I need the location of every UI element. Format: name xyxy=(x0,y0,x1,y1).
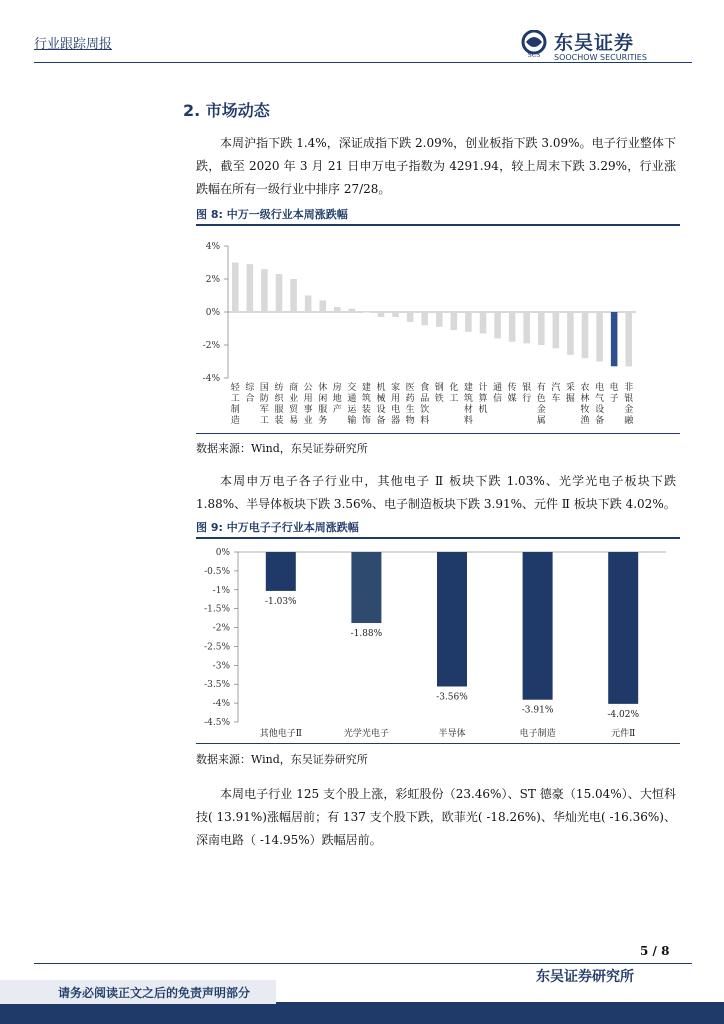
bar xyxy=(266,552,296,591)
x-tick-label: 设 xyxy=(376,405,386,415)
x-tick-label: 采 xyxy=(565,383,575,393)
x-tick-label: 医 xyxy=(405,383,415,393)
x-tick-label: 备 xyxy=(376,416,386,426)
figure8-title: 图 8: 中万一级行业本周涨跌幅 xyxy=(196,208,348,221)
x-tick-label: 贸 xyxy=(289,405,299,415)
x-tick-label: 织 xyxy=(274,394,284,404)
x-tick-label: 合 xyxy=(245,394,255,404)
y-tick-label: -0.5% xyxy=(204,566,230,577)
x-tick-label: 品 xyxy=(420,394,430,404)
x-tick-label: 备 xyxy=(595,416,605,426)
bar xyxy=(276,274,283,312)
x-tick-label: 电子制造 xyxy=(519,729,556,739)
x-tick-label: 传 xyxy=(507,383,517,393)
figure9-chart xyxy=(196,540,680,744)
x-tick-label: 铁 xyxy=(434,394,444,404)
y-tick-label: -2.5% xyxy=(204,642,230,653)
bar xyxy=(319,300,326,312)
x-tick-label: 业 xyxy=(289,394,299,404)
x-tick-label: 纺 xyxy=(274,383,284,393)
y-tick-label: 4% xyxy=(205,242,220,252)
x-tick-label: 业 xyxy=(303,416,313,426)
x-tick-label: 食 xyxy=(420,383,430,393)
x-tick-label: 器 xyxy=(391,416,401,426)
x-tick-label: 光学光电子 xyxy=(343,729,389,739)
logo-mark-text: SCS xyxy=(527,52,541,58)
x-tick-label: 饮 xyxy=(420,405,430,415)
bar xyxy=(523,312,530,343)
figure9-title: 图 9: 中万电子子行业本周涨跌幅 xyxy=(196,521,359,534)
paragraph-market xyxy=(196,132,676,201)
bar xyxy=(608,552,638,704)
figure8-chart xyxy=(196,228,680,434)
bar xyxy=(625,312,632,366)
header-divider xyxy=(34,62,692,63)
x-tick-label: 休 xyxy=(318,383,328,393)
x-tick-label: 钢 xyxy=(434,383,444,393)
figure8-source: 数据来源：Wind，东吴证券研究所 xyxy=(196,442,368,455)
x-tick-label: 建 xyxy=(463,383,473,393)
x-tick-label: 装 xyxy=(361,405,371,415)
bar xyxy=(480,312,487,333)
x-tick-label: 工 xyxy=(230,394,240,404)
bar xyxy=(437,552,467,686)
x-tick-label: 其他电子Ⅱ xyxy=(259,729,302,739)
x-tick-label: 行 xyxy=(522,394,532,404)
bar xyxy=(378,312,385,317)
x-tick-label: 务 xyxy=(318,416,328,426)
data-label: -3.56% xyxy=(436,692,468,703)
bar xyxy=(261,269,268,312)
y-tick-label: -4% xyxy=(212,699,230,710)
x-tick-label: 融 xyxy=(624,416,634,426)
x-tick-label: 牧 xyxy=(580,405,590,415)
bar xyxy=(351,552,381,623)
x-tick-label: 交 xyxy=(347,383,357,393)
data-label: -4.02% xyxy=(607,709,640,720)
x-tick-label: 输 xyxy=(347,416,357,426)
x-tick-label: 公 xyxy=(303,383,313,393)
x-tick-label: 地 xyxy=(332,394,342,404)
x-tick-label: 工 xyxy=(259,416,269,426)
x-tick-label: 建 xyxy=(361,383,371,393)
x-tick-label: 料 xyxy=(420,416,430,426)
bar xyxy=(363,312,370,313)
x-tick-label: 饰 xyxy=(361,416,371,426)
x-tick-label: 银 xyxy=(522,383,532,393)
bar xyxy=(232,263,239,313)
x-tick-label: 化 xyxy=(449,383,459,393)
bar xyxy=(407,312,414,322)
bar xyxy=(523,552,553,700)
x-tick-label: 物 xyxy=(405,416,415,426)
x-tick-label: 色 xyxy=(536,394,546,404)
x-tick-label: 家 xyxy=(391,383,401,393)
data-label: -3.91% xyxy=(521,705,554,716)
paragraph-stocks xyxy=(196,783,676,852)
bar xyxy=(247,264,254,312)
x-tick-label: 材 xyxy=(463,405,473,415)
x-tick-label: 计 xyxy=(478,383,488,393)
paragraph-stocks-text: 本周电子行业 125 支个股上涨，彩虹股份（23.46%）、ST 德豪（15.04%）、大恒科技( 13.91%)涨幅居前；有 137 支个股下跌，欧菲光( -18.26%)、华灿光电( -16.36%)、深南电路（ -14.95%）跌幅居前。 xyxy=(196,787,676,847)
x-tick-label: 制 xyxy=(230,405,240,415)
x-tick-label: 商 xyxy=(289,383,299,393)
paragraph-subsectors-text: 本周申万电子各子行业中，其他电子 Ⅱ 板块下跌 1.03%、光学光电子板块下跌 1.88%、半导体板块下跌 3.56%、电子制造板块下跌 3.91%、元件 Ⅱ 板块下跌 4.02%。 xyxy=(196,474,676,511)
x-tick-label: 信 xyxy=(493,394,503,404)
x-tick-label: 料 xyxy=(463,416,473,426)
disclaimer-box xyxy=(0,980,276,1004)
x-tick-label: 产 xyxy=(332,405,342,415)
x-tick-label: 闲 xyxy=(318,394,328,404)
data-label: -1.03% xyxy=(264,596,297,607)
x-tick-label: 渔 xyxy=(580,416,590,426)
logo-cn-text: 东吴证券 xyxy=(554,32,635,54)
x-tick-label: 国 xyxy=(259,383,269,393)
bar xyxy=(421,312,428,325)
x-tick-label: 电 xyxy=(595,383,605,393)
logo-en-text: SOOCHOW SECURITIES xyxy=(554,53,647,62)
x-tick-label: 通 xyxy=(493,383,503,393)
x-tick-label: 械 xyxy=(376,394,386,404)
page-number: 5 / 8 xyxy=(640,944,670,958)
disclaimer-text: 请务必阅读正文之后的免责声明部分 xyxy=(58,986,251,1000)
bar xyxy=(494,312,501,338)
bar xyxy=(290,279,297,312)
y-tick-label: 0% xyxy=(205,308,220,318)
bar xyxy=(611,312,618,366)
x-tick-label: 算 xyxy=(478,394,488,404)
bar xyxy=(538,312,545,345)
x-tick-label: 轻 xyxy=(230,383,240,393)
x-tick-label: 金 xyxy=(624,405,634,415)
x-tick-label: 军 xyxy=(259,405,269,415)
x-tick-label: 林 xyxy=(580,394,590,404)
bar xyxy=(567,312,574,355)
x-tick-label: 造 xyxy=(230,416,240,426)
x-tick-label: 房 xyxy=(332,383,342,393)
figure9-bottom-rule xyxy=(196,743,680,744)
y-tick-label: -3.5% xyxy=(204,680,230,691)
x-tick-label: 子 xyxy=(609,394,619,404)
x-tick-label: 生 xyxy=(405,405,415,415)
y-tick-label: -4% xyxy=(202,374,220,384)
x-tick-label: 元件Ⅱ xyxy=(611,729,636,739)
x-tick-label: 事 xyxy=(303,405,313,415)
x-tick-label: 服 xyxy=(274,405,284,415)
figure8-bottom-rule xyxy=(196,433,680,434)
y-tick-label: 0% xyxy=(215,548,230,558)
footer-bar xyxy=(0,1002,724,1024)
x-tick-label: 筑 xyxy=(463,394,473,404)
x-tick-label: 电 xyxy=(609,383,619,393)
x-tick-label: 用 xyxy=(303,394,313,404)
figure9-top-rule xyxy=(196,537,680,539)
x-tick-label: 用 xyxy=(391,394,401,404)
bar xyxy=(305,296,312,313)
x-tick-label: 通 xyxy=(347,394,357,404)
x-tick-label: 电 xyxy=(391,405,401,415)
bar xyxy=(334,307,341,312)
bar xyxy=(436,312,443,327)
x-tick-label: 半导体 xyxy=(438,729,466,739)
logo-mark-icon xyxy=(520,30,548,58)
x-tick-label: 车 xyxy=(551,394,561,404)
x-tick-label: 机 xyxy=(376,383,386,393)
bar xyxy=(451,312,458,330)
figure9-source: 数据来源：Wind，东吴证券研究所 xyxy=(196,753,368,766)
y-tick-label: -2% xyxy=(202,341,220,351)
x-tick-label: 气 xyxy=(595,394,605,404)
x-tick-label: 运 xyxy=(347,405,357,415)
x-tick-label: 属 xyxy=(536,416,546,426)
x-tick-label: 非 xyxy=(624,383,634,393)
x-tick-label: 农 xyxy=(580,383,590,393)
bar xyxy=(349,309,356,312)
x-tick-label: 金 xyxy=(536,405,546,415)
x-tick-label: 易 xyxy=(289,416,299,426)
x-tick-label: 银 xyxy=(624,394,634,404)
section-title: 2. 市场动态 xyxy=(183,101,270,120)
x-tick-label: 防 xyxy=(259,394,269,404)
x-tick-label: 机 xyxy=(478,405,488,415)
paragraph-market-text: 本周沪指下跌 1.4%，深证成指下跌 2.09%，创业板指下跌 3.09%。电子行业整体下跌，截至 2020 年 3 月 21 日申万电子指数为 4291.94，较上周末下跌 3.29%，行业涨跌幅在所有一级行业中排序 27/28。 xyxy=(196,136,676,196)
report-type-label: 行业跟踪周报 xyxy=(34,37,113,52)
footer-divider xyxy=(34,963,692,964)
x-tick-label: 筑 xyxy=(361,394,371,404)
x-tick-label: 设 xyxy=(595,405,605,415)
bar xyxy=(392,312,399,317)
bar xyxy=(509,312,516,342)
x-tick-label: 综 xyxy=(245,383,255,393)
x-tick-label: 媒 xyxy=(507,394,517,404)
bar xyxy=(465,312,472,332)
x-tick-label: 有 xyxy=(536,383,546,393)
x-tick-label: 服 xyxy=(318,405,328,415)
x-tick-label: 工 xyxy=(449,394,459,404)
data-label: -1.88% xyxy=(350,629,383,640)
bar xyxy=(582,312,589,358)
y-tick-label: -1.5% xyxy=(204,604,230,615)
x-tick-label: 药 xyxy=(405,394,415,404)
bar xyxy=(596,312,603,362)
y-tick-label: -4.5% xyxy=(204,718,230,728)
y-tick-label: 2% xyxy=(205,275,220,285)
institute-name: 东吴证券研究所 xyxy=(536,969,634,985)
x-tick-label: 掘 xyxy=(565,394,575,404)
x-tick-label: 装 xyxy=(274,416,284,426)
y-tick-label: -1% xyxy=(212,585,230,596)
x-tick-label: 汽 xyxy=(551,383,561,393)
y-tick-label: -2% xyxy=(212,623,230,634)
y-tick-label: -3% xyxy=(212,661,230,672)
bar xyxy=(553,312,560,348)
paragraph-subsectors xyxy=(196,470,676,516)
figure8-top-rule xyxy=(196,224,680,226)
